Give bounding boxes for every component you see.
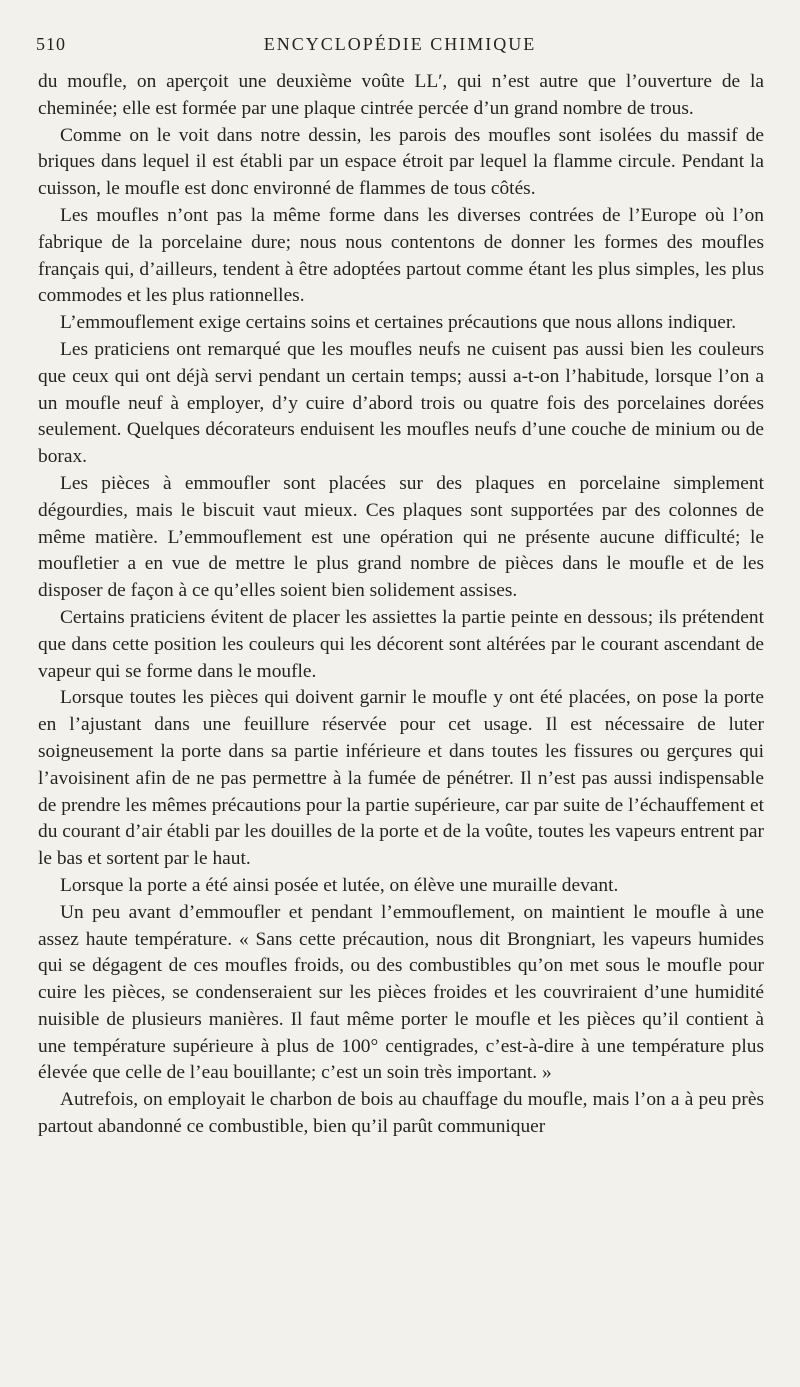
running-title: ENCYCLOPÉDIE CHIMIQUE (263, 34, 537, 54)
paragraph: Certains praticiens évitent de placer les assiettes la partie peinte en dessous; ils prétendent que dans cette position les couleurs qui les décorent sont altérées par le courant ascendant de vapeur qui se forme dans le moufle. (38, 606, 764, 682)
paragraph-continuation: du moufle, on aperçoit une deuxième voûte LL′, qui n’est autre que l’ouverture de la cheminée; elle est formée par une plaque cintrée percée d’un grand nombre de trous. (38, 71, 764, 119)
paragraph: Les praticiens ont remarqué que les moufles neufs ne cuisent pas aussi bien les couleurs que ceux qui ont déjà servi pendant un certain temps; aussi a-t-on l’habitude, lorsque l’on a un moufle neuf à employer, d’y cuire d’abord trois ou quatre fois des porcelaines dorées seulement. Quelques décorateurs enduisent les moufles neufs d’une couche de minium ou de borax. (38, 338, 764, 468)
body-text (38, 69, 764, 1141)
paragraph: Un peu avant d’emmoufler et pendant l’emmouflement, on maintient le moufle à une assez haute température. « Sans cette précaution, nous dit Brongniart, les vapeurs humides qui se dégagent de ces moufles froids, ou des combustibles qu’on met sous le moufle pour cuire les pièces, se condenseraient sur les pièces froides et les couvriraient d’une humidité nuisible de plusieurs manières. Il faut même porter le moufle et les pièces qu’il contient à une température supérieure à plus de 100° centigrades, c’est-à-dire à une température plus élevée que celle de l’eau bouillante; c’est un soin très important. » (38, 901, 764, 1084)
paragraph: Autrefois, on employait le charbon de bois au chauffage du moufle, mais l’on a à peu près partout abandonné ce combustible, bien qu’il parût communiquer (38, 1089, 764, 1138)
paragraph: Lorsque la porte a été ainsi posée et lutée, on élève une muraille devant. (60, 874, 619, 896)
paragraph: Les pièces à emmoufler sont placées sur des plaques en porcelaine simplement dégourdies, mais le biscuit vaut mieux. Ces plaques sont supportées par des colonnes de même matière. L’emmouflement est une opération qui ne présente aucune difficulté; le moufletier a en vue de mettre le plus grand nombre de pièces dans le moufle et de les disposer de façon à ce qu’elles soient bien solidement assises. (38, 472, 764, 602)
page-number: 510 (36, 34, 66, 54)
page-header (36, 34, 764, 58)
paragraph: Les moufles n’ont pas la même forme dans les diverses contrées de l’Europe où l’on fabrique de la porcelaine dure; nous nous contentons de donner les formes des moufles français qui, d’ailleurs, tendent à être adoptées partout comme étant les plus simples, les plus commodes et les plus rationnelles. (38, 204, 764, 307)
paragraph: L’emmouflement exige certains soins et certaines précautions que nous allons indiquer. (60, 312, 737, 334)
paragraph: Lorsque toutes les pièces qui doivent garnir le moufle y ont été placées, on pose la porte en l’ajustant dans une feuillure réservée pour cet usage. Il est nécessaire de luter soigneusement la porte dans sa partie inférieure et dans toutes les fissures ou gerçures qui l’avoisinent afin de ne pas permettre à la fumée de pénétrer. Il n’est pas aussi indispensable de prendre les mêmes précautions pour la partie supérieure, car par suite de l’échauffement et du courant d’air établi par les douilles de la porte et de la voûte, toutes les vapeurs entrent par le bas et sortent par le haut. (38, 687, 764, 870)
paragraph: Comme on le voit dans notre dessin, les parois des moufles sont isolées du massif de briques dans lequel il est établi par un espace étroit par lequel la flamme circule. Pendant la cuisson, le moufle est donc environné de flammes de tous côtés. (38, 124, 764, 200)
